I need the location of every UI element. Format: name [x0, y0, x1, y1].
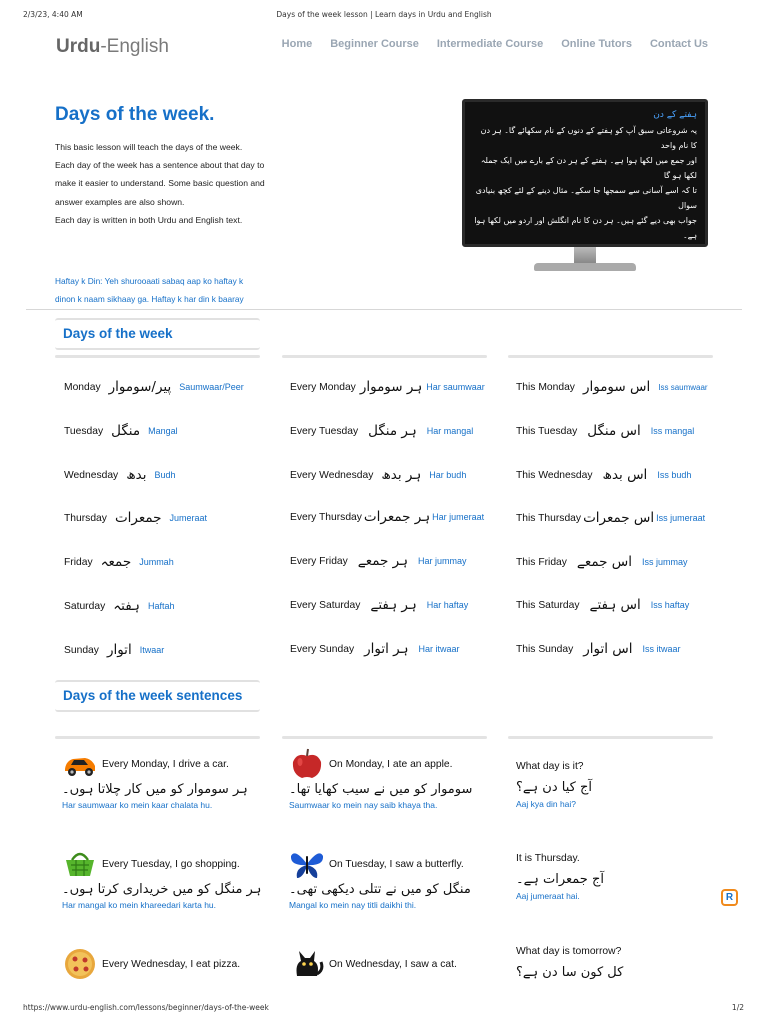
- this-urdu: اس جمعے: [576, 554, 633, 570]
- every-roman: Har itwaar: [418, 644, 460, 654]
- every-urdu: ہر منگل: [368, 423, 417, 439]
- floating-widget-button[interactable]: R: [721, 889, 738, 906]
- this-urdu: اس ہفتے: [589, 597, 641, 613]
- every-urdu: ہر ہفتے: [370, 597, 417, 613]
- day-english: Sunday: [64, 644, 99, 656]
- sentence-english: On Tuesday, I saw a butterfly.: [329, 858, 464, 870]
- this-row-saturday: [516, 595, 689, 615]
- this-english: This Sunday: [516, 643, 574, 655]
- sentences-section-heading: [55, 680, 260, 712]
- day-row-tuesday: [64, 421, 178, 441]
- column-rule: [282, 355, 487, 358]
- every-urdu: ہر جمعے: [357, 553, 409, 569]
- column-rule: [508, 355, 713, 358]
- monitor-illustration: [462, 99, 708, 274]
- every-roman: Har saumwaar: [426, 382, 485, 392]
- every-row-wednesday: [290, 465, 466, 485]
- every-english: Every Monday: [290, 381, 356, 393]
- apple-icon: [289, 746, 325, 782]
- every-english: Every Tuesday: [290, 425, 359, 437]
- roman-urdu-intro: Haftay k Din: Yeh shurooaati sabaq aap ko haftay k dinon k naam sikhaay ga. Haftay k har din k baaray: [55, 276, 244, 304]
- day-urdu: اتوار: [106, 642, 132, 658]
- this-roman: Iss itwaar: [642, 644, 681, 654]
- this-urdu: اس منگل: [587, 423, 641, 439]
- this-english: This Thursday: [516, 512, 582, 524]
- this-roman: Iss jumeraat: [656, 513, 706, 523]
- this-roman: Iss mangal: [650, 426, 695, 436]
- this-english: This Tuesday: [516, 425, 578, 437]
- qa-urdu: آج کیا دن ہے؟: [516, 780, 592, 795]
- intro-paragraph: Each day of the week has a sentence about that day to make it easier to understand. Some basic question and answer examples are also shown.: [55, 160, 265, 207]
- this-english: This Saturday: [516, 599, 580, 611]
- day-row-friday: [64, 552, 174, 572]
- sentence-urdu: ہر سوموار کو میں کار چلاتا ہوں۔: [62, 782, 248, 797]
- intro-text: [55, 138, 265, 229]
- this-row-thursday: [516, 508, 705, 528]
- nav-contact-us[interactable]: Contact Us: [649, 38, 708, 50]
- car-icon: [62, 746, 98, 782]
- sentence-card: [62, 752, 267, 810]
- sentence-urdu: ہر منگل کو میں خریداری کرتا ہوں۔: [62, 882, 262, 897]
- every-roman: Har haftay: [426, 600, 469, 610]
- day-urdu: بدھ: [126, 467, 147, 483]
- day-row-thursday: [64, 508, 207, 528]
- qa-urdu: آج جمعرات ہے۔: [516, 872, 604, 887]
- nav-beginner-course[interactable]: Beginner Course: [330, 38, 419, 50]
- this-row-friday: [516, 552, 688, 572]
- nav-online-tutors[interactable]: Online Tutors: [561, 38, 632, 50]
- column-rule: [55, 736, 260, 739]
- day-urdu: پیر/سوموار: [108, 379, 172, 395]
- sentence-roman: Mangal ko mein nay titli daikhi thi.: [289, 900, 417, 910]
- page-title: Days of the week.: [55, 104, 215, 125]
- nav-intermediate-course[interactable]: Intermediate Course: [436, 38, 544, 50]
- screen-line: جواب بھی دیے گئے ہیں۔ ہر دن کا نام انگلش اور اردو میں لکھا ہوا ہے۔: [474, 216, 697, 240]
- qa-english: What day is tomorrow?: [516, 946, 622, 957]
- main-nav: [282, 38, 708, 50]
- shopping-basket-icon: [62, 846, 98, 882]
- every-row-friday: [290, 551, 467, 571]
- day-english: Thursday: [64, 512, 107, 524]
- day-english: Friday: [64, 556, 93, 568]
- this-roman: Iss jummay: [642, 557, 688, 567]
- screen-line: یہ شروعاتی سبق آپ کو ہفتے کے دنوں کے نام سکھائے گا۔ ہر دن کا نام واحد: [480, 126, 697, 150]
- cat-icon: [289, 946, 325, 982]
- screen-line: اور جمع میں لکھا ہوا ہے۔ ہفتے کے ہر دن کے بارے میں ایک جملہ لکھا ہو گا: [480, 156, 697, 180]
- day-roman: Haftah: [147, 601, 175, 611]
- print-page-title: Days of the week lesson | Learn days in Urdu and English: [276, 10, 492, 19]
- screen-text: [473, 108, 697, 238]
- this-roman: Iss saumwaar: [658, 382, 708, 392]
- every-roman: Har budh: [429, 470, 467, 480]
- qa-english: It is Thursday.: [516, 853, 580, 864]
- this-roman: Iss haftay: [650, 600, 690, 610]
- day-english: Tuesday: [64, 425, 104, 437]
- qa-english: What day is it?: [516, 761, 584, 772]
- day-row-sunday: [64, 640, 164, 660]
- this-roman: Iss budh: [657, 470, 692, 480]
- day-english: Monday: [64, 381, 101, 393]
- column-rule: [508, 736, 713, 739]
- day-english: Saturday: [64, 600, 106, 612]
- this-urdu: اس سوموار: [582, 379, 651, 395]
- day-roman: Mangal: [148, 426, 178, 436]
- pizza-icon: [62, 946, 98, 982]
- this-urdu: اس بدھ: [602, 467, 648, 483]
- every-roman: Har jumeraat: [432, 512, 485, 522]
- day-urdu: ہفتہ: [113, 598, 140, 614]
- qa-roman: Aaj kya din hai?: [516, 799, 577, 809]
- sentence-roman: Har saumwaar ko mein kaar chalata hu.: [62, 800, 213, 810]
- this-urdu: اس جمعرات: [583, 510, 655, 526]
- sentence-card: [289, 952, 494, 976]
- sentence-english: Every Monday, I drive a car.: [102, 758, 229, 770]
- every-urdu: ہر سوموار: [359, 379, 423, 395]
- section-divider: [26, 309, 742, 310]
- monitor-screen: [462, 99, 708, 247]
- sentence-card: [289, 852, 494, 910]
- sentence-card: [62, 952, 267, 976]
- day-row-wednesday: [64, 465, 176, 485]
- day-roman: Budh: [154, 470, 176, 480]
- sentence-english: On Monday, I ate an apple.: [329, 758, 453, 770]
- this-row-sunday: [516, 639, 681, 659]
- every-row-sunday: [290, 639, 460, 659]
- this-english: This Monday: [516, 381, 575, 393]
- this-row-tuesday: [516, 421, 694, 441]
- logo-bold: Urdu: [56, 36, 101, 57]
- day-roman: Saumwaar/Peer: [179, 382, 244, 392]
- every-english: Every Wednesday: [290, 469, 374, 481]
- qa-card: [516, 853, 721, 901]
- days-section-heading: [55, 318, 260, 350]
- every-row-tuesday: [290, 421, 473, 441]
- every-row-monday: [290, 377, 485, 397]
- every-urdu: ہر جمعرات: [363, 509, 431, 525]
- every-urdu: ہر بدھ: [381, 467, 422, 483]
- day-row-monday: [64, 377, 244, 397]
- monitor-base: [534, 263, 636, 271]
- every-english: Every Thursday: [290, 511, 362, 523]
- sentence-roman: Saumwaar ko mein nay saib khaya tha.: [289, 800, 438, 810]
- every-english: Every Saturday: [290, 599, 361, 611]
- day-urdu: جمعرات: [114, 510, 162, 526]
- butterfly-icon: [289, 846, 325, 882]
- column-rule: [55, 355, 260, 358]
- intro-paragraph: This basic lesson will teach the days of the week.: [55, 142, 243, 152]
- monitor-neck: [574, 247, 596, 263]
- day-english: Wednesday: [64, 469, 119, 481]
- site-logo[interactable]: [56, 36, 169, 58]
- column-rule: [282, 736, 487, 739]
- every-english: Every Sunday: [290, 643, 355, 655]
- sentence-english: Every Wednesday, I eat pizza.: [102, 958, 241, 970]
- day-row-saturday: [64, 596, 174, 616]
- this-english: This Wednesday: [516, 469, 593, 481]
- every-row-thursday: [290, 507, 484, 527]
- logo-rest: -English: [100, 36, 169, 57]
- qa-card: [516, 761, 721, 809]
- print-date: 2/3/23, 4:40 AM: [23, 10, 83, 19]
- day-urdu: جمعہ: [100, 554, 132, 570]
- every-urdu: ہر اتوار: [364, 641, 409, 657]
- this-urdu: اس اتوار: [583, 641, 633, 657]
- sentence-urdu: سوموار کو میں نے سیب کھایا تھا۔: [289, 782, 473, 797]
- sentence-english: On Wednesday, I saw a cat.: [329, 958, 457, 970]
- print-url: https://www.urdu-english.com/lessons/beginner/days-of-the-week: [23, 1003, 269, 1012]
- sentence-card: [289, 752, 494, 810]
- screen-title: ہفتے کے دن: [653, 110, 697, 120]
- print-header: [0, 10, 768, 24]
- qa-card: [516, 946, 721, 980]
- sentence-english: Every Tuesday, I go shopping.: [102, 858, 240, 870]
- every-row-saturday: [290, 595, 468, 615]
- this-row-monday: [516, 377, 708, 397]
- section-title: Days of the week: [63, 326, 173, 341]
- section-title: Days of the week sentences: [63, 688, 243, 703]
- sentence-urdu: منگل کو میں نے تتلی دیکھی تھی۔: [289, 882, 471, 897]
- nav-home[interactable]: Home: [281, 38, 313, 50]
- every-roman: Har mangal: [426, 426, 474, 436]
- every-roman: Har jummay: [418, 556, 467, 566]
- qa-urdu: کل کون سا دن ہے؟: [516, 965, 624, 980]
- this-row-wednesday: [516, 465, 691, 485]
- day-roman: Jummah: [139, 557, 174, 567]
- this-english: This Friday: [516, 556, 567, 568]
- print-page-number: 1/2: [731, 1003, 744, 1012]
- sentence-roman: Har mangal ko mein khareedari karta hu.: [62, 900, 217, 910]
- sentence-card: [62, 852, 267, 910]
- day-roman: Itwaar: [139, 645, 165, 655]
- intro-paragraph: Each day is written in both Urdu and English text.: [55, 214, 243, 225]
- screen-line: تا کہ اسے آسانی سے سمجھا جا سکے۔ مثال دینے کے لئے کچھ بنیادی سوال: [475, 186, 697, 210]
- qa-roman: Aaj jumeraat hai.: [516, 891, 580, 901]
- every-english: Every Friday: [290, 555, 348, 567]
- day-roman: Jumeraat: [169, 513, 208, 523]
- day-urdu: منگل: [111, 423, 141, 439]
